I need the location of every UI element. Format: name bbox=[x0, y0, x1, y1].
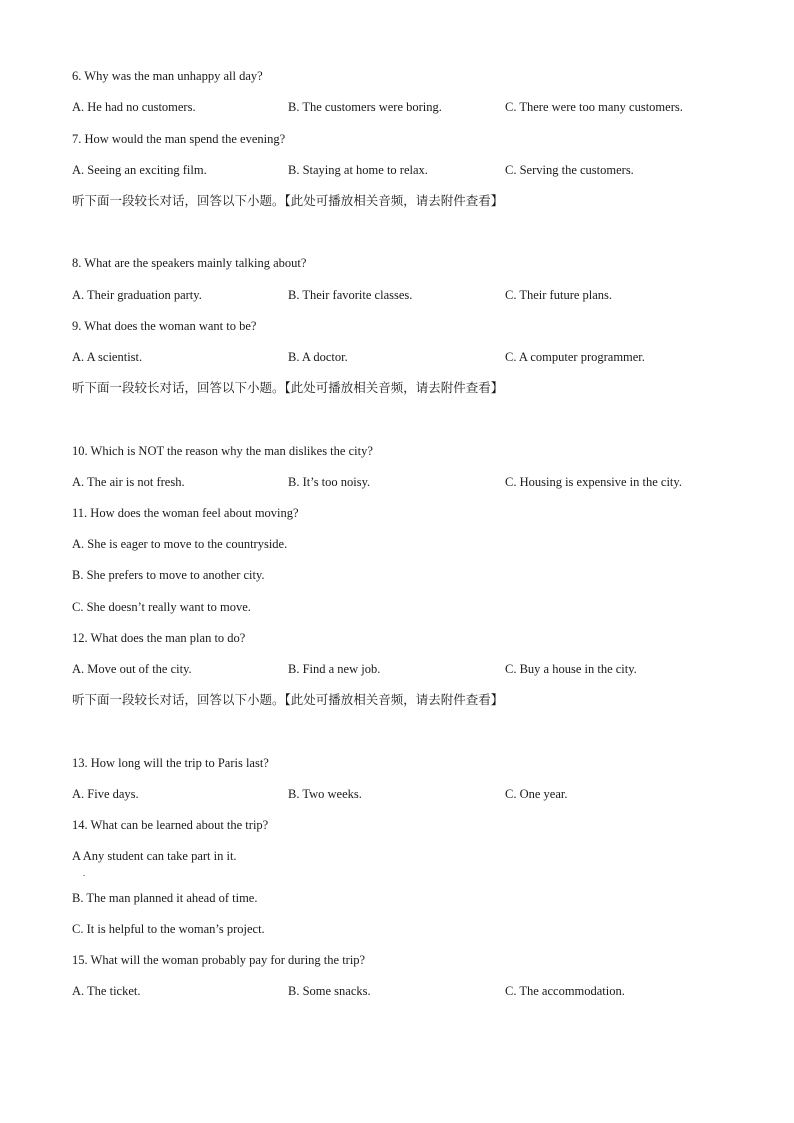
option-c: C. Their future plans. bbox=[505, 288, 613, 302]
section-instruction: 听下面一段较长对话，回答以下小题。【此处可播放相关音频，请去附件查看】 bbox=[72, 193, 504, 208]
question-6: 6. Why was the man unhappy all day? bbox=[72, 69, 263, 83]
options-9 bbox=[72, 349, 712, 365]
question-8: 8. What are the speakers mainly talking about? bbox=[72, 256, 307, 270]
section-instruction: 听下面一段较长对话，回答以下小题。【此处可播放相关音频，请去附件查看】 bbox=[72, 380, 504, 395]
option-c: C. She doesn’t really want to move. bbox=[72, 600, 251, 614]
option-c: C. A computer programmer. bbox=[505, 350, 645, 364]
option-a: A. Five days. bbox=[72, 787, 139, 801]
option-b: B. Two weeks. bbox=[288, 787, 362, 801]
option-a: A. The ticket. bbox=[72, 984, 141, 998]
option-c: C. Serving the customers. bbox=[505, 163, 634, 177]
option-b: B. The customers were boring. bbox=[288, 100, 442, 114]
option-a: A. The air is not fresh. bbox=[72, 475, 185, 489]
option-c: C. One year. bbox=[505, 787, 568, 801]
question-14: 14. What can be learned about the trip? bbox=[72, 818, 269, 832]
question-10: 10. Which is NOT the reason why the man dislikes the city? bbox=[72, 444, 373, 458]
options-13 bbox=[72, 786, 712, 802]
option-b: B. The man planned it ahead of time. bbox=[72, 891, 258, 905]
option-a: A. She is eager to move to the countryside. bbox=[72, 537, 288, 551]
option-a: A. Their graduation party. bbox=[72, 288, 202, 302]
option-c: C. Housing is expensive in the city. bbox=[505, 475, 682, 489]
stray-dot: . bbox=[83, 868, 86, 878]
question-15: 15. What will the woman probably pay for during the trip? bbox=[72, 953, 366, 967]
option-b: B. Some snacks. bbox=[288, 984, 371, 998]
option-a: A Any student can take part in it. bbox=[72, 849, 237, 863]
section-instruction: 听下面一段较长对话，回答以下小题。【此处可播放相关音频，请去附件查看】 bbox=[72, 692, 504, 707]
question-11: 11. How does the woman feel about moving? bbox=[72, 506, 299, 520]
option-a: A. He had no customers. bbox=[72, 100, 196, 114]
options-15 bbox=[72, 983, 712, 999]
options-8 bbox=[72, 287, 712, 303]
options-6 bbox=[72, 99, 712, 115]
question-9: 9. What does the woman want to be? bbox=[72, 319, 257, 333]
option-a: A. A scientist. bbox=[72, 350, 143, 364]
option-b: B. Their favorite classes. bbox=[288, 288, 413, 302]
option-c: C. It is helpful to the woman’s project. bbox=[72, 922, 265, 936]
option-b: B. A doctor. bbox=[288, 350, 348, 364]
option-c: C. Buy a house in the city. bbox=[505, 662, 637, 676]
question-12: 12. What does the man plan to do? bbox=[72, 631, 246, 645]
option-b: B. Staying at home to relax. bbox=[288, 163, 428, 177]
question-7: 7. How would the man spend the evening? bbox=[72, 132, 286, 146]
option-c: C. The accommodation. bbox=[505, 984, 625, 998]
option-b: B. She prefers to move to another city. bbox=[72, 568, 265, 582]
options-7 bbox=[72, 162, 712, 178]
option-b: B. Find a new job. bbox=[288, 662, 381, 676]
option-a: A. Move out of the city. bbox=[72, 662, 192, 676]
options-10 bbox=[72, 474, 712, 490]
question-13: 13. How long will the trip to Paris last? bbox=[72, 756, 269, 770]
option-c: C. There were too many customers. bbox=[505, 100, 683, 114]
option-b: B. It’s too noisy. bbox=[288, 475, 371, 489]
options-12 bbox=[72, 661, 712, 677]
option-a: A. Seeing an exciting film. bbox=[72, 163, 207, 177]
